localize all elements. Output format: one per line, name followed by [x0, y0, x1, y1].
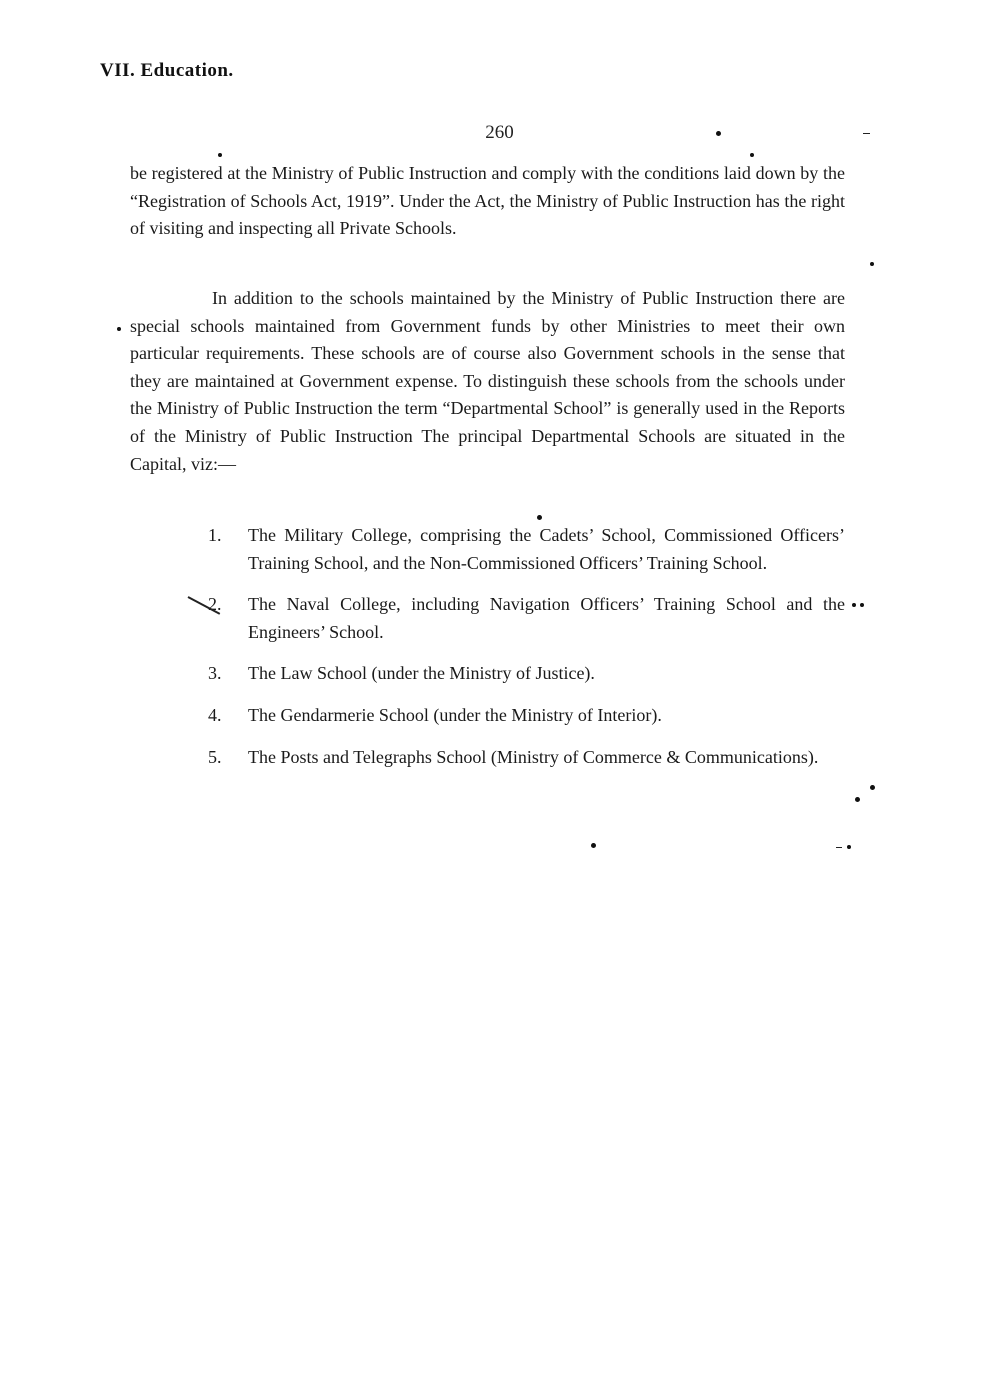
scan-speck	[218, 153, 222, 157]
list-item	[208, 522, 845, 577]
paragraph-departmental-schools: In addition to the schools maintained by the Ministry of Public Instruction there are special schools maintained from Government funds by other Ministries to meet their own particular requirements. These schools are of course also Government schools in the sense that they are maintained at Government expense. To distinguish these schools from the schools under the Ministry of Public Instruction the term “Departmental School” is generally used in the Reports of the Ministry of Public Instruction The principal Departmental Schools are situated in the Capital, viz:—	[130, 288, 845, 474]
scan-speck	[537, 515, 542, 520]
scan-stroke	[836, 847, 842, 848]
list-item-number: 5.	[208, 746, 222, 767]
scan-speck	[870, 262, 874, 266]
departmental-schools-list	[208, 522, 845, 785]
list-item-text: The Law School (under the Ministry of Justice).	[248, 663, 595, 684]
scan-stroke	[863, 133, 870, 134]
page-number: 260	[485, 122, 514, 143]
list-item	[208, 660, 845, 688]
scan-speck	[870, 785, 875, 790]
scan-speck	[591, 843, 596, 848]
list-item-number: 2.	[208, 594, 222, 615]
list-item-number: 3.	[208, 663, 222, 684]
list-item	[208, 591, 845, 646]
scan-speck	[852, 603, 856, 607]
list-item-number: 4.	[208, 704, 222, 725]
list-item-text: The Posts and Telegraphs School (Ministry of Commerce & Communications).	[248, 746, 819, 767]
section-title: VII. Education.	[100, 60, 234, 81]
paragraph-registration: be registered at the Ministry of Public Instruction and comply with the conditions laid down by the “Registration of Schools Act, 1919”. Under the Act, the Ministry of Public Instruction has the right of visiting and inspecting all Private Schools.	[130, 163, 845, 239]
list-item-text: The Naval College, including Navigation Officers’ Training School and the Engineers’ School.	[248, 594, 845, 642]
scan-speck	[860, 603, 864, 607]
list-item-text: The Gendarmerie School (under the Ministry of Interior).	[248, 704, 662, 725]
list-item	[208, 702, 845, 730]
scan-speck	[855, 797, 860, 802]
list-item	[208, 744, 845, 772]
list-item-number: 1.	[208, 525, 222, 545]
scan-speck	[716, 131, 721, 136]
scan-speck	[750, 153, 754, 157]
scan-speck	[847, 845, 851, 849]
list-item-text: The Military College, comprising the Cadets’ School, Commissioned Officers’ Training School, and the Non-Commissioned Officers’ Training School.	[248, 525, 845, 573]
scan-speck	[117, 327, 121, 331]
